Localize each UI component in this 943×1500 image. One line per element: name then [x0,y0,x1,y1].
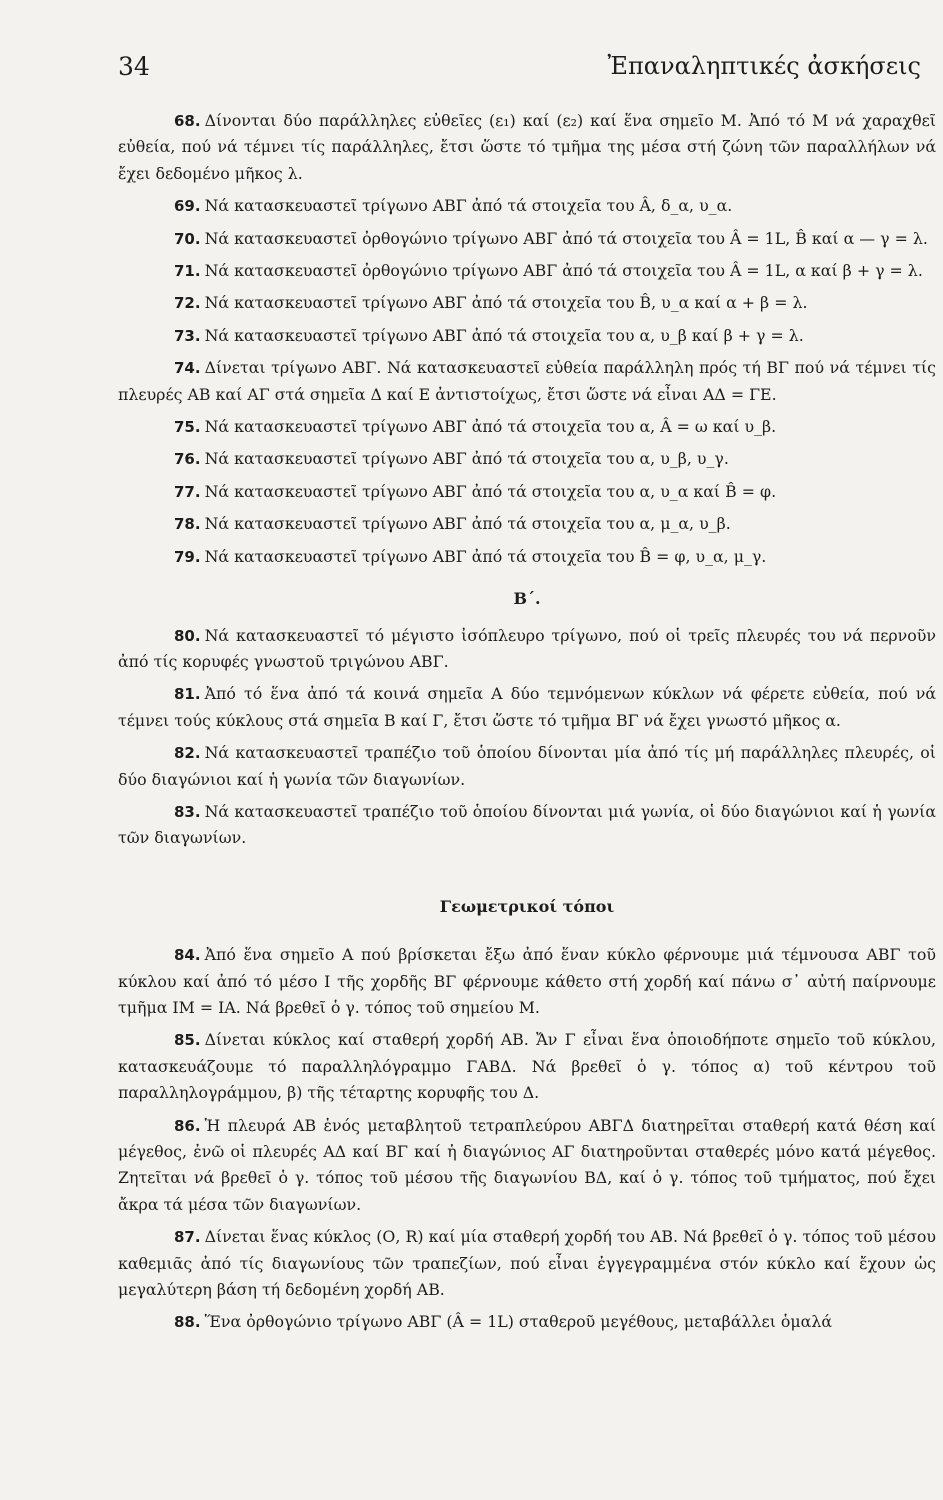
exercise-text: Νά κατασκευαστεῖ τραπέζιο τοῦ ὁποίου δίνονται μία ἀπό τίς μή παράλληλες πλευρές, οἱ δύο διαγώνιοι καί ἡ γωνία τῶν διαγωνίων. [118,743,936,789]
exercise-text: Νά κατασκευαστεῖ τρίγωνο ΑΒΓ ἀπό τά στοιχεῖα του α, υ_β, υ_γ. [204,449,729,469]
exercise-item [118,193,936,219]
exercise-text: Δίνονται δύο παράλληλες εὐθεῖες (ε₁) καί (ε₂) καί ἕνα σημεῖο Μ. Ἀπό τό Μ νά χαραχθεῖ εὐθεία, πού νά τέμνει τίς παράλληλες, ἔτσι ὥστε τό τμῆμα της μέσα στή ζώνη τῶν παραλλήλων νά ἔχει δεδομένο μῆκος λ. [118,111,936,183]
exercise-text: Δίνεται κύκλος καί σταθερή χορδή ΑΒ. Ἄν Γ εἶναι ἕνα ὁποιοδήποτε σημεῖο τοῦ κύκλου, κατασκευάζουμε τό παραλληλόγραμμο ΓΑΒΔ. Νά βρεθεῖ ὁ γ. τόπος α) τοῦ κέντρου τοῦ παραλληλογράμμου, β) τῆς τέταρτης κορυφῆς του Δ. [118,1030,936,1103]
exercise-item [118,942,936,1021]
exercise-number: 80. [174,626,201,645]
exercise-text: Νά κατασκευαστεῖ τρίγωνο ΑΒΓ ἀπό τά στοιχεῖα του α, υ_α καί B̂ = φ. [204,481,777,501]
exercise-item [118,623,936,676]
exercise-text: Ἕνα ὀρθογώνιο τρίγωνο ΑΒΓ (Â = 1L) σταθεροῦ μεγέθους, μεταβάλλει ὁμαλά [204,1312,833,1332]
exercise-text: Νά κατασκευαστεῖ τό μέγιστο ἰσόπλευρο τρίγωνο, πού οἱ τρεῖς πλευρές του νά περνοῦν ἀπό τίς κορυφές γνωστοῦ τριγώνου ΑΒΓ. [118,625,936,671]
exercise-number: 79. [174,547,201,566]
exercise-item [118,799,936,852]
exercise-number: 78. [174,515,201,534]
section-b-heading: Β΄. [513,589,541,609]
exercise-item [118,511,936,537]
exercise-text: Ἀπό τό ἕνα ἀπό τά κοινά σημεῖα Α δύο τεμνόμενων κύκλων νά φέρετε εὐθεία, πού νά τέμνει τούς κύκλους στά σημεῖα Β καί Γ, ἔτσι ὥστε τό τμῆμα ΒΓ νά ἔχει γνωστό μῆκος α. [118,684,936,730]
exercise-number: 82. [174,744,201,763]
exercise-item [118,108,936,187]
exercise-item [118,1027,936,1106]
section-loci-heading: Γεωμετρικοί τόποι [439,896,615,916]
page-number: 34 [118,52,150,81]
exercise-text: Νά κατασκευαστεῖ ὀρθογώνιο τρίγωνο ΑΒΓ ἀπό τά στοιχεῖα του Â = 1L, α καί β + γ = λ. [204,261,923,281]
page-content [118,108,936,1336]
exercise-item [118,290,936,316]
exercise-group-c [118,942,936,1336]
exercise-number: 71. [174,262,201,281]
exercise-item [118,323,936,349]
exercise-item [118,446,936,472]
exercise-number: 88. [174,1313,201,1332]
exercise-item [118,258,936,284]
exercise-number: 74. [174,359,201,378]
exercise-number: 87. [174,1228,201,1247]
exercise-text: Νά κατασκευαστεῖ τρίγωνο ΑΒΓ ἀπό τά στοιχεῖα του α, μ_α, υ_β. [204,514,731,534]
exercise-number: 81. [174,685,201,704]
exercise-text: Νά κατασκευαστεῖ τρίγωνο ΑΒΓ ἀπό τά στοιχεῖα του α, υ_β καί β + γ = λ. [204,325,804,345]
exercise-text: Δίνεται τρίγωνο ΑΒΓ. Νά κατασκευαστεῖ εὐθεία παράλληλη πρός τή ΒΓ πού νά τέμνει τίς πλευρές ΑΒ καί ΑΓ στά σημεῖα Δ καί Ε ἀντιστοίχως, ἔτσι ὥστε νά εἶναι ΑΔ = ΓΕ. [118,358,936,404]
exercise-text: Νά κατασκευαστεῖ τρίγωνο ΑΒΓ ἀπό τά στοιχεῖα του B̂ = φ, υ_α, μ_γ. [204,546,767,566]
exercise-text: Ἀπό ἕνα σημεῖο Α πού βρίσκεται ἔξω ἀπό ἕναν κύκλο φέρνουμε μιά τέμνουσα ΑΒΓ τοῦ κύκλου καί ἀπό τό μέσο Ι τῆς χορδῆς ΒΓ φέρνουμε κάθετο στή χορδή καί πάνω σ᾽ αὐτή παίρνουμε τμῆμα ΙΜ = ΙΑ. Νά βρεθεῖ ὁ γ. τόπος τοῦ σημείου Μ. [118,945,936,1017]
running-title: Ἐπαναληπτικές ἀσκήσεις [607,52,921,80]
exercise-item [118,544,936,570]
exercise-item [118,226,936,252]
exercise-text: Νά κατασκευαστεῖ τρίγωνο ΑΒΓ ἀπό τά στοιχεῖα του α, Â = ω καί υ_β. [204,417,777,437]
exercise-group-b [118,623,936,852]
exercise-number: 69. [174,197,201,216]
exercise-item [118,681,936,734]
exercise-number: 86. [174,1116,201,1135]
exercise-text: Νά κατασκευαστεῖ τρίγωνο ΑΒΓ ἀπό τά στοιχεῖα του B̂, υ_α καί α + β = λ. [204,293,808,313]
exercise-number: 84. [174,946,201,965]
exercise-number: 85. [174,1031,201,1050]
exercise-text: Νά κατασκευαστεῖ ὀρθογώνιο τρίγωνο ΑΒΓ ἀπό τά στοιχεῖα του Â = 1L, B̂ καί α — γ = λ. [204,228,928,248]
exercise-group-a [118,108,936,570]
exercise-number: 83. [174,802,201,821]
page-header [118,52,921,92]
exercise-item [118,414,936,440]
exercise-number: 75. [174,418,201,437]
exercise-number: 76. [174,450,201,469]
exercise-number: 68. [174,112,201,130]
exercise-text: Νά κατασκευαστεῖ τραπέζιο τοῦ ὁποίου δίνονται μιά γωνία, οἱ δύο διαγώνιοι καί ἡ γωνία τῶν διαγωνίων. [118,801,936,848]
exercise-item [118,479,936,505]
exercise-item [118,355,936,408]
exercise-item [118,1224,936,1303]
exercise-number: 70. [174,229,201,248]
exercise-text: Ἡ πλευρά ΑΒ ἑνός μεταβλητοῦ τετραπλεύρου ΑΒΓΔ διατηρεῖται σταθερή κατά θέση καί μέγεθος, ἐνῶ οἱ πλευρές ΑΔ καί ΒΓ καί ἡ διαγώνιος ΑΓ διατηροῦνται σταθερές μόνο κατά μέγεθος. Ζητεῖται νά βρεθεῖ ὁ γ. τόπος τοῦ μέσου τῆς διαγωνίου ΒΔ, καί ὁ γ. τόπος τοῦ τμήματος, πού ἔχει ἄκρα τά μέσα τῶν διαγωνίων. [118,1115,936,1214]
exercise-number: 72. [174,294,201,313]
exercise-item [118,1113,936,1219]
exercise-number: 73. [174,326,201,345]
exercise-item [118,1309,936,1335]
exercise-text: Δίνεται ἕνας κύκλος (Ο, R) καί μία σταθερή χορδή του ΑΒ. Νά βρεθεῖ ὁ γ. τόπος τοῦ μέσου καθεμιᾶς ἀπό τίς διαγωνίους τῶν τραπεζίων, πού εἶναι ἐγγεγραμμένα στόν κύκλο καί ἔχουν ὡς μεγαλύτερη βάση τή δεδομένη χορδή ΑΒ. [118,1227,936,1300]
exercise-text: Νά κατασκευαστεῖ τρίγωνο ΑΒΓ ἀπό τά στοιχεῖα του Â, δ_α, υ_α. [204,196,733,216]
exercise-number: 77. [174,482,201,501]
exercise-item [118,740,936,793]
